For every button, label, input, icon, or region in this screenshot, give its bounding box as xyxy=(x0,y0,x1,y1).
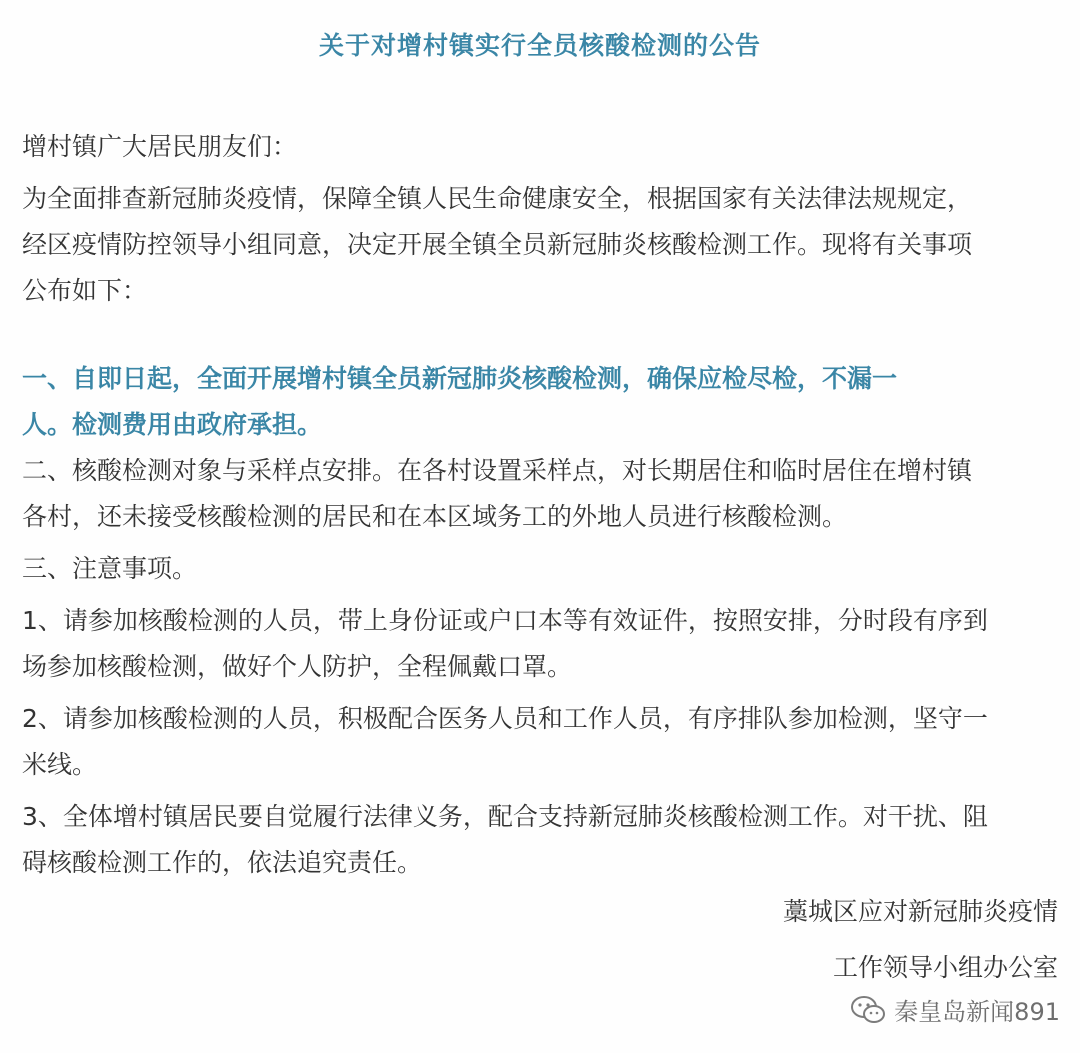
intro-line-1: 为全面排查新冠肺炎疫情，保障全镇人民生命健康安全，根据国家有关法律法规规定， xyxy=(22,184,973,213)
wechat-icon xyxy=(850,995,886,1025)
sub-item-3-line-1: 3、全体增村镇居民要自觉履行法律义务，配合支持新冠肺炎核酸检测工作。对干扰、阻 xyxy=(22,802,988,831)
notice-title: 关于对增村镇实行全员核酸检测的公告 xyxy=(318,31,761,60)
signature xyxy=(783,884,1058,996)
sub-item-2-line-1: 2、请参加核酸检测的人员，积极配合医务人员和工作人员，有序排队参加检测，坚守一 xyxy=(22,704,988,733)
item-3-heading: 三、注意事项。 xyxy=(22,554,198,583)
intro-line-3: 公布如下： xyxy=(22,276,148,305)
sub-item-1-line-2: 场参加核酸检测，做好个人防护，全程佩戴口罩。 xyxy=(22,652,573,681)
watermark xyxy=(850,992,1060,1027)
watermark-text: 秦皇岛新闻891 xyxy=(894,998,1060,1026)
signature-line-2: 工作领导小组办公室 xyxy=(832,953,1058,982)
greeting: 增村镇广大居民朋友们： xyxy=(22,132,298,161)
item-1-line-2: 人。检测费用由政府承担。 xyxy=(22,410,323,439)
item-2-line-2: 各村，还未接受核酸检测的居民和在本区域务工的外地人员进行核酸检测。 xyxy=(22,502,848,531)
sub-item-2-line-2: 米线。 xyxy=(22,750,98,779)
item-2-line-1: 二、核酸检测对象与采样点安排。在各村设置采样点，对长期居住和临时居住在增村镇 xyxy=(22,456,973,485)
sub-item-1-line-1: 1、请参加核酸检测的人员，带上身份证或户口本等有效证件，按照安排，分时段有序到 xyxy=(22,606,988,635)
notice-body xyxy=(22,124,1062,886)
intro-line-2: 经区疫情防控领导小组同意，决定开展全镇全员新冠肺炎核酸检测工作。现将有关事项 xyxy=(22,230,973,259)
sub-item-3-line-2: 碍核酸检测工作的，依法追究责任。 xyxy=(22,848,423,877)
item-1-line-1: 一、自即日起，全面开展增村镇全员新冠肺炎核酸检测，确保应检尽检，不漏一 xyxy=(22,364,898,393)
signature-line-1: 藁城区应对新冠肺炎疫情 xyxy=(782,897,1058,926)
